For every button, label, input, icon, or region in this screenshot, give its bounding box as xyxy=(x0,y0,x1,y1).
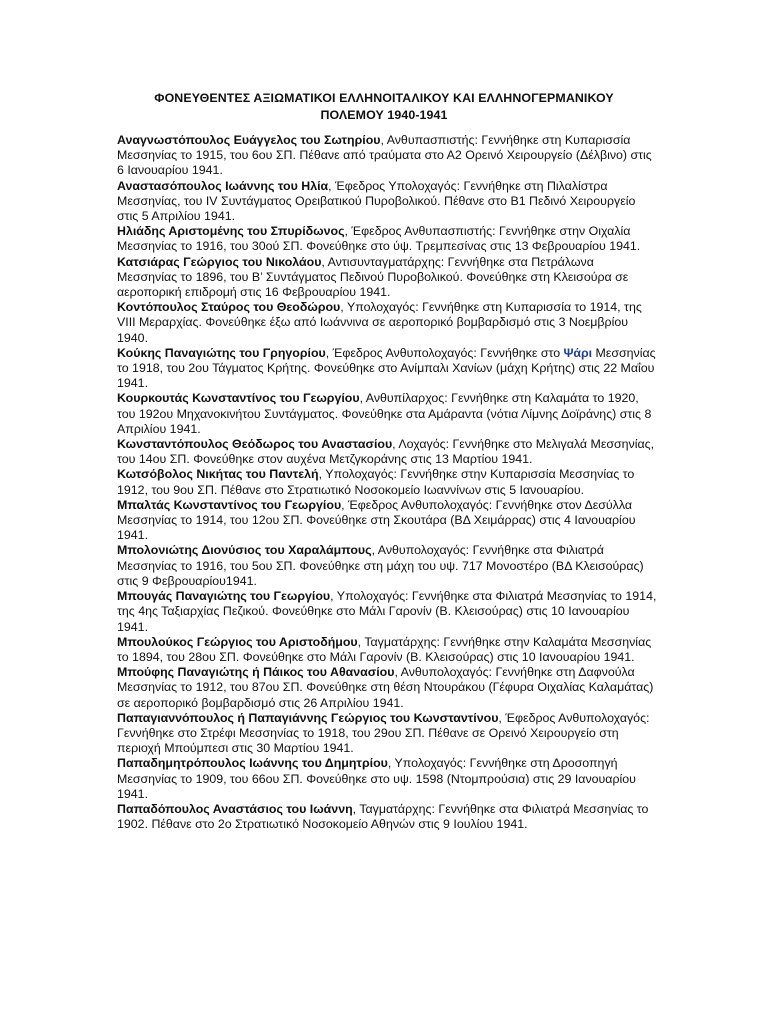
entry-text: , Ταγματάρχης: Γεννήθηκε στα Φιλιατρά Μεσσηνίας το 1902. Πέθανε στο 2ο Στρατιωτικό Νοσοκομείο Αθηνών στις 9 Ιουλίου 1941. xyxy=(117,801,649,832)
entry-text: , Ανθυπίλαρχος: Γεννήθηκε στη Καλαμάτα το 1920, του 192ου Μηχανοκινήτου Συντάγματος. Φονεύθηκε στα Αμάραντα (νότια Λίμνης Δοϊράνης) στις 8 Απριλίου 1941. xyxy=(117,391,652,436)
entry-name: Κούκης Παναγιώτης του Γρηγορίου xyxy=(117,345,326,360)
entry-text: , Υπολοχαγός: Γεννήθηκε στη Κυπαρισσία το 1914, της VIII Μεραρχίας. Φονεύθηκε έξω από Ιωάννινα σε αεροπορικό βομβαρδισμό στις 3 Νοεμβρίου 1940. xyxy=(117,300,642,345)
entry-text-continued: Μεσσηνίας το 1918, του 2ου Τάγματος Κρήτης. Φονεύθηκε στο Ανίμπαλι Χανίων (μάχη Κρήτης) στις 22 Μαΐου 1941. xyxy=(117,345,656,391)
entry xyxy=(117,391,657,437)
entry-name: Μπουλούκος Γεώργιος του Αριστοδήμου xyxy=(117,634,358,649)
entry xyxy=(117,498,657,544)
entry xyxy=(117,665,657,711)
entry-text: , Υπολοχαγός: Γεννήθηκε στην Κυπαρισσία Μεσσηνίας το 1912, του 9ου ΣΠ. Πέθανε στο Στρατιωτικό Νοσοκομείο Ιωαννίνων στις 5 Ιανουαρίου. xyxy=(117,467,635,497)
entry-text: , Έφεδρος Ανθυπολοχαγός: Γεννήθηκε στο xyxy=(325,345,564,360)
psari-link[interactable]: Ψάρι xyxy=(563,345,593,360)
entry-name: Κατσιάρας Γεώργιος του Νικολάου xyxy=(117,254,322,269)
entry-name: Κωτσόβολος Νικήτας του Παντελή xyxy=(117,467,319,482)
entry-text: , Λοχαγός: Γεννήθηκε στο Μελιγαλά Μεσσηνίας, του 14ου ΣΠ. Φονεύθηκε στον αυχένα Μετζγκοράνης στις 13 Μαρτίου 1941. xyxy=(117,437,655,467)
page-title xyxy=(110,90,658,124)
entry xyxy=(117,589,657,635)
entry-text: , Υπολοχαγός: Γεννήθηκε στα Φιλιατρά Μεσσηνίας το 1914, της 4ης Ταξιαρχίας Πεζικού. Φονεύθηκε στο Μάλι Γαρονίν (Β. Κλεισούρας) στις 10 Ιανουαρίου 1941. xyxy=(117,589,657,634)
entry xyxy=(117,756,657,802)
entry xyxy=(117,802,657,832)
entry-text: , Ταγματάρχης: Γεννήθηκε στην Καλαμάτα Μεσσηνίας το 1894, του 28ου ΣΠ. Φονεύθηκε στο Μάλι Γαρονίν (Β. Κλεισούρας) στις 10 Ιανουαρίου 1941. xyxy=(117,634,652,664)
entry-name: Αναστασόπουλος Ιωάννης του Ηλία xyxy=(117,178,329,193)
title-line-2: ΠΟΛΕΜΟΥ 1940-1941 xyxy=(320,108,448,122)
entry-text: , Ανθυπολοχαγός: Γεννήθηκε στα Φιλιατρά Μεσσηνίας το 1916, του 5ου ΣΠ. Φονεύθηκε στη μάχη του υψ. 717 Μονοστέρο (ΒΔ Κλεισούρας) στις 9 Φεβρουαρίου1941. xyxy=(117,543,644,588)
entry xyxy=(117,346,657,392)
entry xyxy=(117,179,657,225)
entry-name: Μπολονιώτης Διονύσιος του Χαραλάμπους xyxy=(117,543,372,558)
entry xyxy=(117,635,657,665)
title-line-1: ΦΟΝΕΥΘΕΝΤΕΣ ΑΞΙΩΜΑΤΙΚΟΙ ΕΛΛΗΝΟΙΤΑΛΙΚΟΥ ΚΑΙ ΕΛΛΗΝΟΓΕΡΜΑΝΙΚΟΥ xyxy=(154,91,614,105)
entry xyxy=(117,467,657,497)
entry xyxy=(117,224,657,254)
entry xyxy=(117,543,657,589)
entry-name: Κοντόπουλος Σταύρος του Θεοδώρου xyxy=(117,300,341,315)
entry xyxy=(117,711,657,757)
entry-name: Αναγνωστόπουλος Ευάγγελος του Σωτηρίου xyxy=(117,133,381,147)
entry xyxy=(117,255,657,301)
entry-text: , Ανθυπασπιστής: Γεννήθηκε στη Κυπαρισσία Μεσσηνίας το 1915, του 6ου ΣΠ. Πέθανε από τραύματα στο Α2 Ορεινό Χειρουργείο (Δέλβινο) στις 6 Ιανουαρίου 1941. xyxy=(117,133,652,178)
entry-text: , Υπολοχαγός: Γεννήθηκε στη Δροσοπηγή Μεσσηνίας το 1909, του 66ου ΣΠ. Φονεύθηκε στο υψ. 1598 (Ντομπρούσια) στις 29 Ιανουαρίου 1941. xyxy=(117,756,636,801)
entry xyxy=(117,133,657,179)
entry xyxy=(117,300,657,346)
entry-text: , Έφεδρος Υπολοχαγός: Γεννήθηκε στη Πιλαλίστρα Μεσσηνίας, του IV Συντάγματος Ορειβατικού Πυροβολικού. Πέθανε στο Β1 Πεδινό Χειρουργείο στις 5 Απριλίου 1941. xyxy=(117,178,636,224)
entry-text: , Έφεδρος Ανθυπασπιστής: Γεννήθηκε στην Οιχαλία Μεσσηνίας το 1916, του 30ού ΣΠ. Φονεύθηκε στο ύψ. Τρεμπεσίνας στις 13 Φεβρουαρίου 1941. xyxy=(117,224,641,254)
entry-text: , Έφεδρος Ανθυπολοχαγός: Γεννήθηκε στο Στρέφι Μεσσηνίας το 1918, του 29ου ΣΠ. Πέθανε σε Ορεινό Χειρουργείο στη περιοχή Μπούμπεσι στις 30 Μαρτίου 1941. xyxy=(117,710,650,756)
entry xyxy=(117,437,657,467)
entries-list xyxy=(117,133,657,832)
entry-name: Ηλιάδης Αριστομένης του Σπυρίδωνος xyxy=(117,224,345,239)
entry-name: Μπαλτάς Κωνσταντίνος του Γεωργίου xyxy=(117,497,342,512)
entry-name: Κωνσταντόπουλος Θεόδωρος του Αναστασίου xyxy=(117,437,393,452)
entry-name: Μπούφης Παναγιώτης ή Πάικος του Αθανασίου xyxy=(117,665,395,680)
entry-name: Παπαδημητρόπουλος Ιωάννης του Δημητρίου xyxy=(117,756,388,771)
entry-name: Παπαγιαννόπουλος ή Παπαγιάννης Γεώργιος του Κωνσταντίνου xyxy=(117,710,499,725)
entry-name: Κουρκουτάς Κωνσταντίνος του Γεωργίου xyxy=(117,391,360,406)
entry-name: Μπουγάς Παναγιώτης του Γεωργίου xyxy=(117,589,331,604)
entry-text: , Ανθυπολοχαγός: Γεννήθηκε στη Δαφνούλα Μεσσηνίας το 1912, του 87ου ΣΠ. Φονεύθηκε στη θέση Ντουράκου (Γέφυρα Οιχαλίας Καλαμάτας) σε αεροπορικό βομβαρδισμό στις 26 Απριλίου 1941. xyxy=(117,665,654,710)
entry-text: , Αντισυνταγματάρχης: Γεννήθηκε στα Πετράλωνα Μεσσηνίας το 1896, του Β’ Συντάγματος Πεδινού Πυροβολικού. Φονεύθηκε στη Κλεισούρα σε αεροπορική επιδρομή στις 16 Φεβρουαρίου 1941. xyxy=(117,254,629,300)
entry-name: Παπαδόπουλος Αναστάσιος του Ιωάννη xyxy=(117,801,353,816)
entry-text: , Έφεδρος Ανθυπολοχαγός: Γεννήθηκε στον Δεσύλλα Μεσσηνίας το 1914, του 12ου ΣΠ. Φονεύθηκε στη Σκουτάρα (ΒΔ Χειμάρρας) στις 4 Ιανουαρίου 1941. xyxy=(117,497,636,543)
